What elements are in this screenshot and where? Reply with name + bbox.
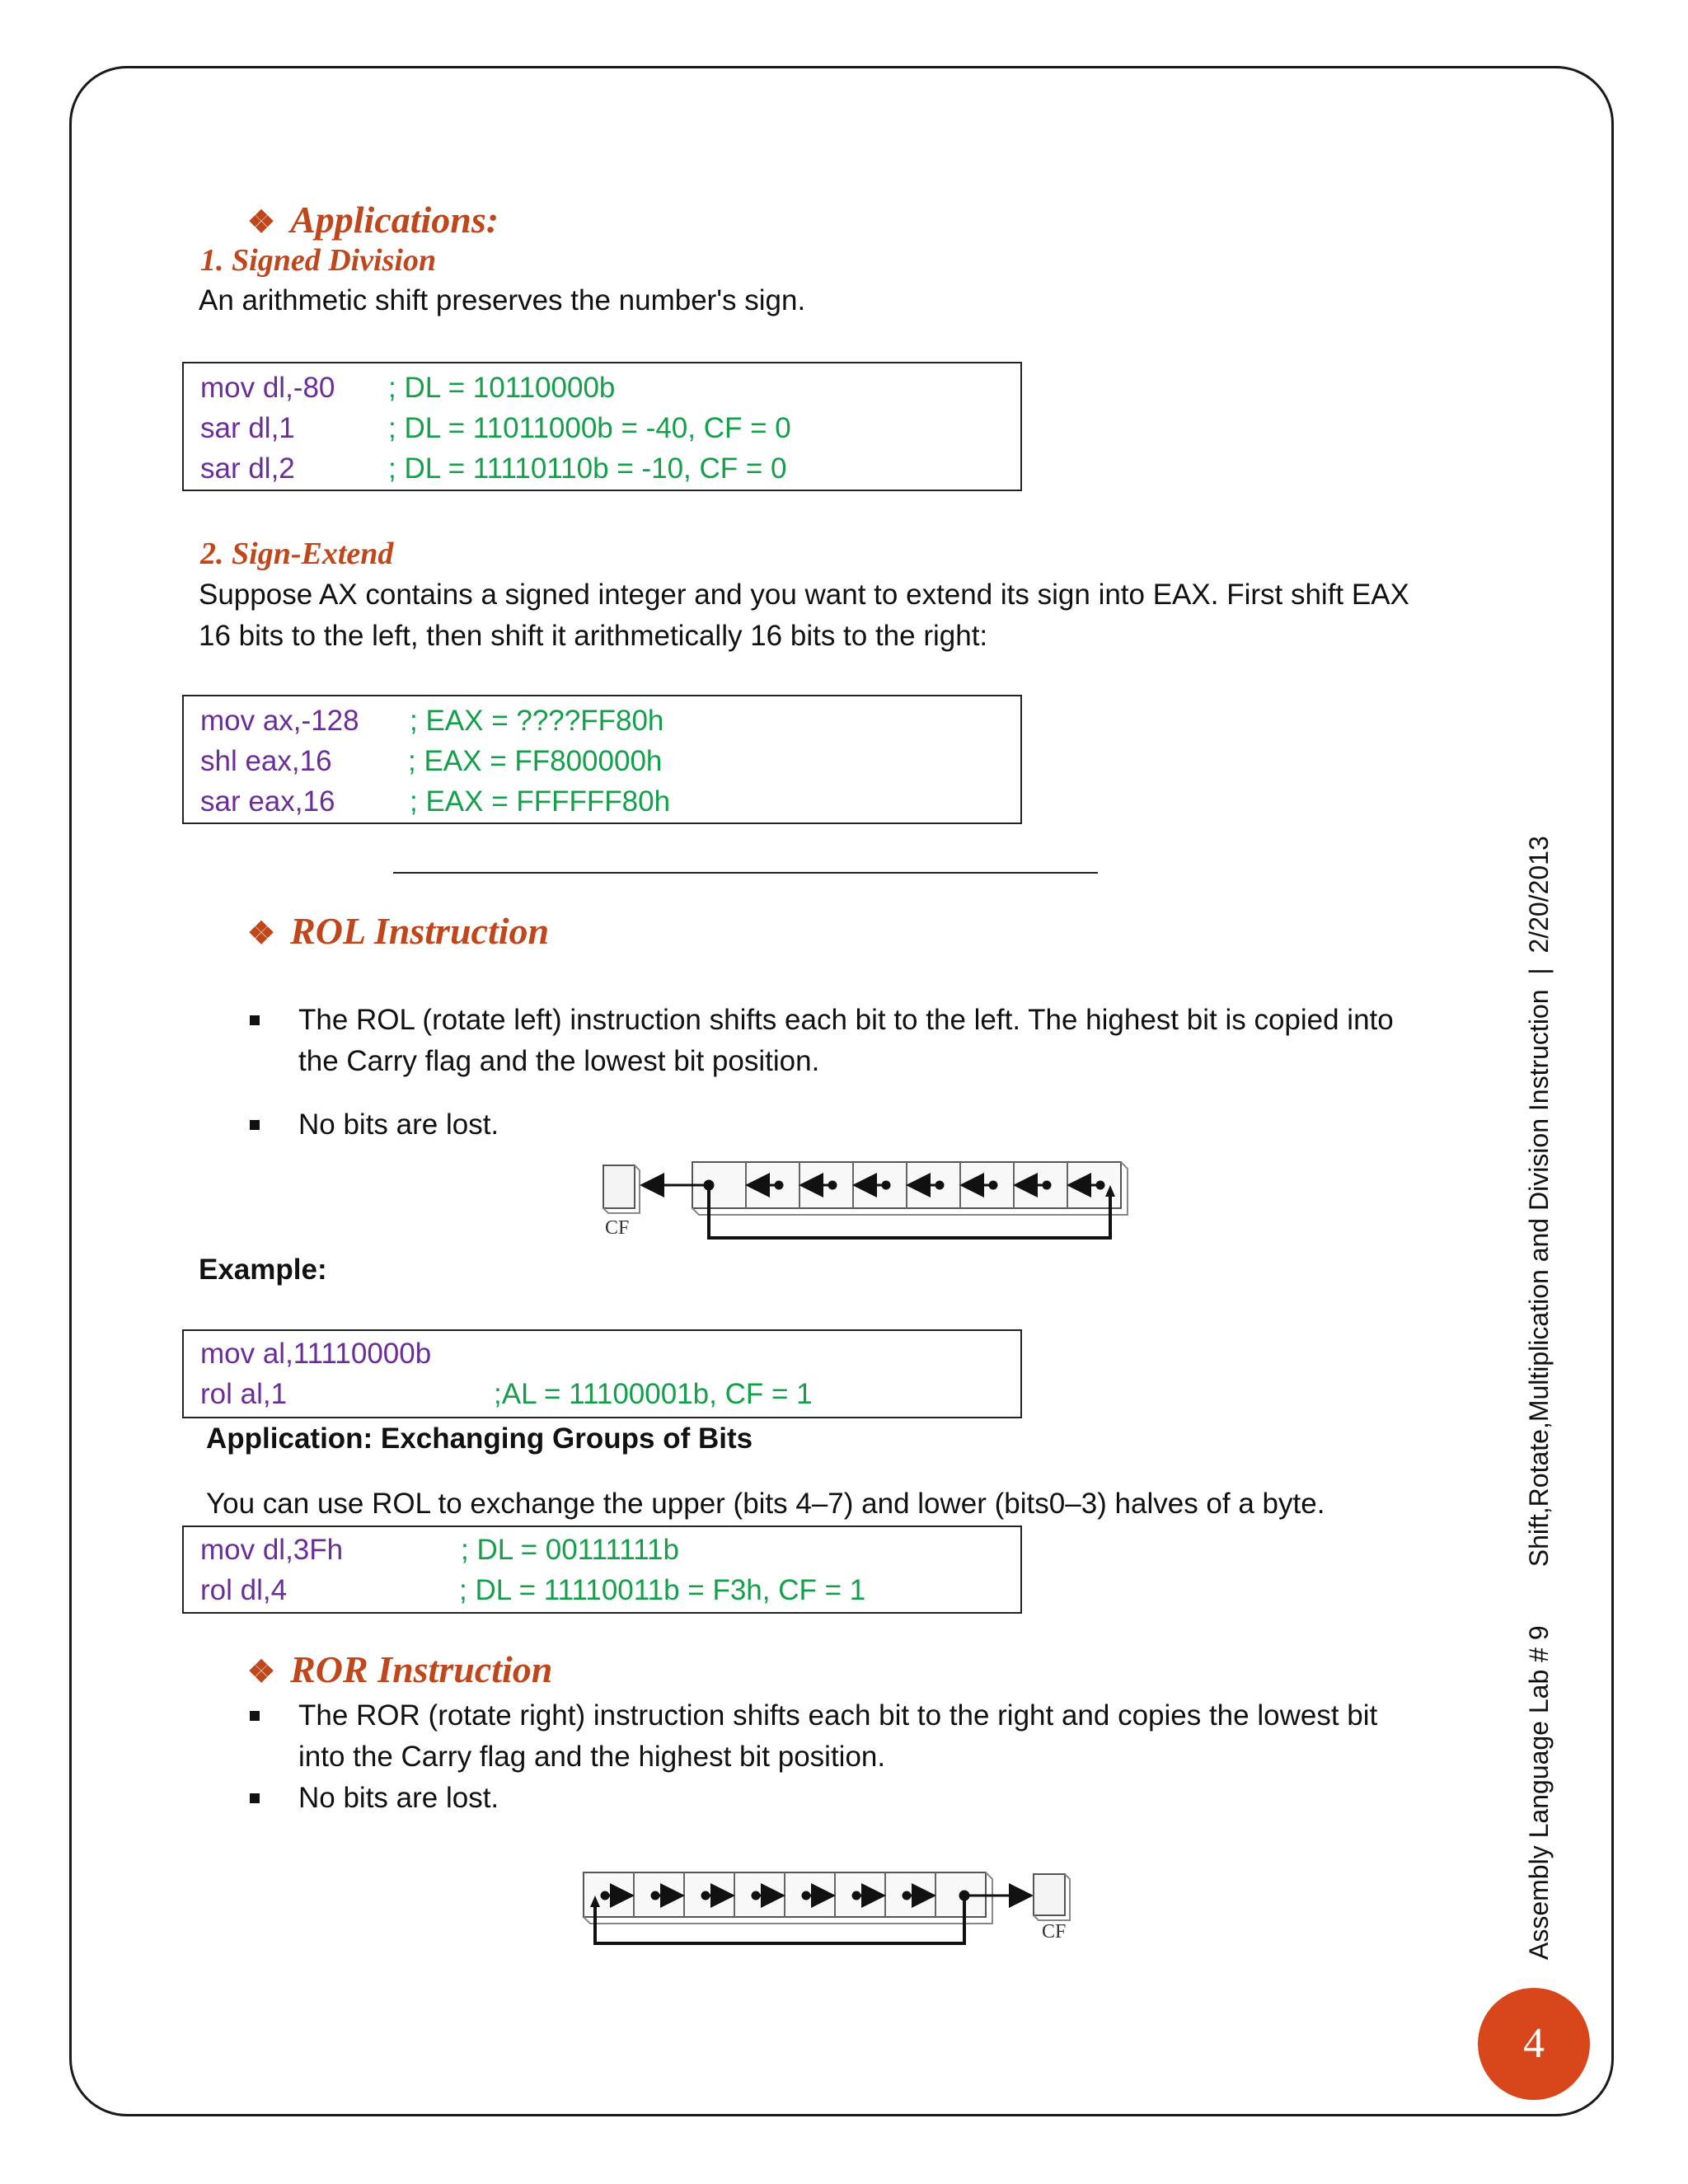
code-instruction: sar dl,1 [200, 412, 295, 444]
rol-bullet1-line1: The ROL (rotate left) instruction shifts each bit to the left. The highest bit is copied into [298, 1004, 1394, 1036]
code-line [184, 448, 1020, 489]
code-line [184, 1570, 1020, 1610]
ror-diagram [577, 1864, 1088, 1955]
ror-heading: ❖ ROR Instruction [247, 1648, 553, 1690]
square-bullet-icon [250, 1793, 260, 1803]
code-line [184, 408, 1020, 448]
code-comment: ; EAX = FFFFFF80h [410, 785, 671, 818]
code-comment: ; DL = 11011000b = -40, CF = 0 [388, 412, 791, 444]
code-comment: ; EAX = FF800000h [408, 745, 663, 777]
sidebar-text: Assembly Language Lab # 9 Shift,Rotate,Multiplication and Division Instruction | 2/20/2013 [1524, 836, 1554, 1960]
code-line [184, 1374, 1020, 1414]
rol-application-label: Application: Exchanging Groups of Bits [206, 1422, 753, 1455]
square-bullet-icon [250, 1711, 260, 1721]
rol-example-label: Example: [199, 1254, 327, 1286]
code-line [184, 701, 1020, 741]
code-instruction: shl eax,16 [200, 745, 332, 777]
rol-diagram [593, 1152, 1142, 1251]
code-comment: ; DL = 00111111b [461, 1534, 679, 1566]
code-comment: ;AL = 11100001b, CF = 1 [494, 1378, 813, 1410]
code-instruction: rol al,1 [200, 1378, 288, 1410]
code-line [184, 781, 1020, 822]
square-bullet-icon [250, 1120, 260, 1130]
rol-bullet2: No bits are lost. [298, 1108, 499, 1141]
code-instruction: sar dl,2 [200, 452, 295, 485]
code-instruction: mov dl,-80 [200, 372, 335, 404]
sign-extend-title: 2. Sign-Extend [200, 537, 394, 571]
rol-heading: ❖ ROL Instruction [247, 910, 550, 952]
code-box-sign-extend [182, 695, 1022, 824]
code-instruction: sar eax,16 [200, 785, 335, 818]
signed-division-title: 1. Signed Division [200, 243, 437, 278]
code-instruction: mov dl,3Fh [200, 1534, 344, 1566]
square-bullet-icon [250, 1015, 260, 1025]
code-box-rol-example [182, 1329, 1022, 1418]
page-number-badge: 4 [1478, 1988, 1590, 2100]
code-instruction: mov ax,-128 [200, 705, 359, 737]
diamond-bullet-icon: ❖ [247, 1655, 276, 1690]
rol-diagram-cf-label: CF [605, 1217, 630, 1239]
diamond-bullet-icon: ❖ [247, 205, 276, 240]
code-box-rol-application [182, 1526, 1022, 1614]
code-instruction: mov al,11110000b [200, 1338, 432, 1370]
code-comment: ; DL = 11110011b = F3h, CF = 1 [459, 1574, 866, 1606]
section-divider [393, 872, 1098, 874]
code-line [184, 741, 1020, 781]
code-line [184, 1530, 1020, 1570]
code-comment: ; EAX = ????FF80h [410, 705, 664, 737]
sign-extend-text-line2: 16 bits to the left, then shift it arithmetically 16 bits to the right: [199, 620, 988, 652]
diamond-bullet-icon: ❖ [247, 916, 276, 951]
ror-bullet1-line2: into the Carry flag and the highest bit position. [298, 1741, 886, 1773]
rol-application-text: You can use ROL to exchange the upper (bits 4–7) and lower (bits0–3) halves of a byte. [206, 1488, 1325, 1520]
code-comment: ; DL = 10110000b [388, 372, 616, 404]
applications-heading: ❖ Applications: [247, 199, 499, 241]
code-line [184, 368, 1020, 408]
code-instruction: rol dl,4 [200, 1574, 288, 1606]
ror-bullet1-line1: The ROR (rotate right) instruction shifts each bit to the right and copies the lowest bit [298, 1699, 1378, 1732]
code-comment: ; DL = 11110110b = -10, CF = 0 [388, 452, 787, 485]
signed-division-text: An arithmetic shift preserves the number's sign. [199, 284, 806, 316]
ror-diagram-cf-label: CF [1042, 1921, 1067, 1943]
ror-bullet2: No bits are lost. [298, 1782, 499, 1814]
code-line [184, 1333, 1020, 1374]
sign-extend-text-line1: Suppose AX contains a signed integer and you want to extend its sign into EAX. First shift EAX [199, 579, 1409, 611]
code-box-signed-division [182, 362, 1022, 491]
rol-bullet1-line2: the Carry flag and the lowest bit position. [298, 1045, 820, 1077]
